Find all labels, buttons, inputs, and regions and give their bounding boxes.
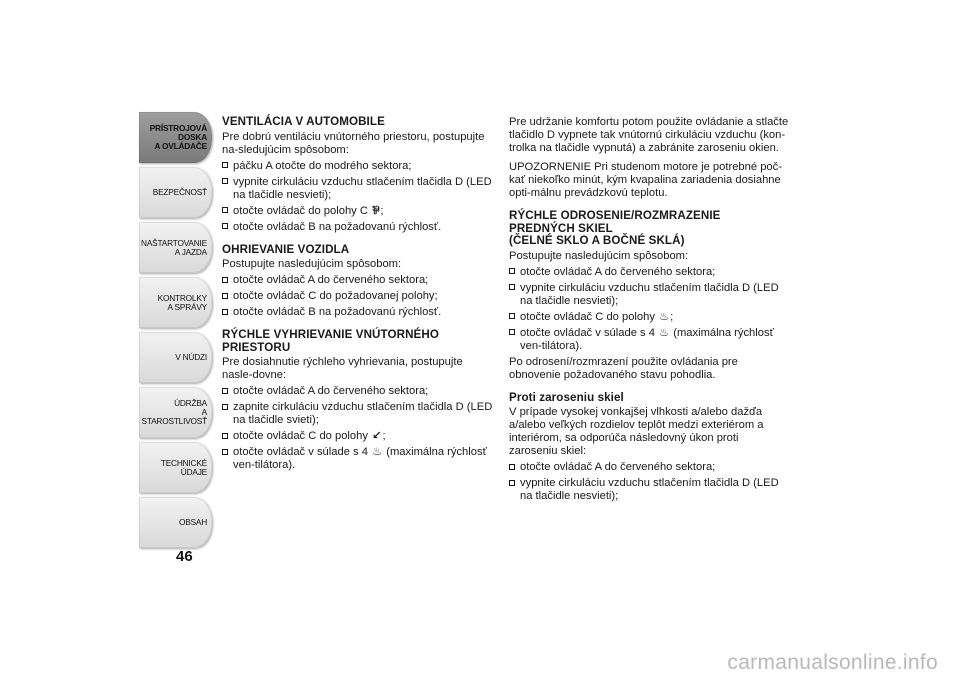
list-item	[509, 311, 789, 324]
list-item	[222, 430, 494, 443]
item-text: otočte ovládač v súlade s 4	[233, 446, 368, 458]
list-item: vypnite cirkuláciu vzduchu stlačením tlačidla D (LED na tlačidle nesvieti);	[509, 477, 789, 503]
paragraph: Po odrosení/rozmrazení použite ovládania pre obnovenie požadovaného stavu pohodlia.	[509, 355, 738, 381]
paragraph: Pre dosiahnutie rýchleho vyhrievania, postupujte nasle-dovne:	[222, 356, 463, 381]
item-text: ;	[382, 430, 386, 442]
vent-feet-icon: ↙	[372, 430, 382, 442]
list-item	[509, 327, 789, 353]
warning-paragraph: UPOZORNENIE Pri studenom motore je potrebné poč-kať niekoľko minút, kým kvapalina zariadenia dosiahne opti-málnu prevádzkovú teplotu.	[509, 161, 782, 199]
list-item: otočte ovládač A do červeného sektora;	[509, 266, 789, 279]
paragraph: Postupujte nasledujúcim spôsobom:	[222, 258, 402, 270]
tab-technicke-udaje[interactable]: TECHNICKÉ ÚDAJE	[139, 442, 212, 493]
item-text: ;	[380, 204, 384, 217]
defrost-icon: ♨	[659, 310, 670, 323]
section-rychle-vyhrievanie	[222, 329, 494, 472]
tab-pristrojova-doska[interactable]: PRÍSTROJOVÁ DOSKA A OVLÁDAČE	[139, 112, 212, 163]
list-item: otočte ovládač A do červeného sektora;	[222, 385, 494, 398]
item-text: otočte ovládač C do polohy	[520, 310, 655, 323]
paragraph: Pre udržanie komfortu potom použite ovládanie a stlačte tlačidlo D vypnete tak vnútornú cirkuláciu vzduchu (kon-trolka na tlačidle vypnutá) a zabránite zaroseniu okien.	[509, 116, 789, 154]
list-item: otočte ovládač B na požadovanú rýchlosť.	[222, 221, 494, 234]
section-title: OHRIEVANIE VOZIDLA	[222, 242, 350, 256]
list-item	[222, 205, 494, 218]
right-column	[509, 116, 789, 506]
item-text: otočte ovládač do polohy C	[233, 204, 368, 217]
section-ohrievanie	[222, 244, 494, 320]
left-column	[222, 116, 494, 475]
section-title: RÝCHLE VYHRIEVANIE VNÚTORNÉHO PRIESTORU	[222, 328, 439, 354]
tab-obsah[interactable]: OBSAH	[139, 497, 212, 548]
vent-face-icon: ⅌	[372, 204, 380, 217]
list-item	[222, 446, 494, 472]
item-text: (maximálna rýchlosť ven-tilátora).	[520, 326, 774, 352]
list-item: otočte ovládač C do požadovanej polohy;	[222, 290, 494, 303]
section-title: RÝCHLE ODROSENIE/ROZMRAZENIE PREDNÝCH SKIEL (ČELNÉ SKLO A BOČNÉ SKLÁ)	[509, 209, 721, 247]
tab-udrzba[interactable]: ÚDRŽBA A STAROSTLIVOSŤ	[139, 387, 212, 438]
tab-bezpecnost[interactable]: BEZPEČNOSŤ	[139, 167, 212, 218]
paragraph: Pre dobrú ventiláciu vnútorného priestoru, postupujte na-sledujúcim spôsobom:	[222, 130, 485, 156]
list-item: páčku A otočte do modrého sektora;	[222, 160, 494, 173]
list-item: zapnite cirkuláciu vzduchu stlačením tlačidla D (LED na tlačidle svieti);	[222, 401, 494, 427]
item-text: (maximálna rýchlosť ven-tilátora).	[233, 446, 487, 471]
section-ventilacia	[222, 116, 494, 234]
tab-nastartovanie[interactable]: NAŠTARTOVANIE A JAZDA	[139, 222, 212, 273]
item-text: otočte ovládač v súlade s 4	[520, 326, 655, 339]
watermark: carmanualsonline.info	[727, 651, 938, 674]
paragraph: Postupujte nasledujúcim spôsobom:	[509, 249, 689, 262]
list-item: vypnite cirkuláciu vzduchu stlačením tlačidla D (LED na tlačidle nesvieti);	[509, 282, 789, 308]
list-item: vypnite cirkuláciu vzduchu stlačením tlačidla D (LED na tlačidle nesvieti);	[222, 176, 494, 202]
tab-v-nudzi[interactable]: V NÚDZI	[139, 332, 212, 383]
section-title: Proti zaroseniu skiel	[509, 390, 624, 404]
list-item: otočte ovládač B na požadovanú rýchlosť.	[222, 306, 494, 319]
chapter-tabs	[139, 112, 212, 552]
tab-kontrolky[interactable]: KONTROLKY A SPRÁVY	[139, 277, 212, 328]
item-text: ;	[670, 310, 674, 323]
paragraph: V prípade vysokej vonkajšej vlhkosti a/alebo dažďa a/alebo veľkých rozdielov teplôt medzi exteriérom a interiérom, sa odporúča následovný úkon proti zaroseniu skiel:	[509, 406, 764, 457]
section-odrosenie	[509, 210, 789, 382]
fan-speed-icon: ♨	[372, 446, 383, 458]
list-item: otočte ovládač A do červeného sektora;	[509, 461, 789, 474]
section-proti-zaroseniu	[509, 392, 789, 504]
page-number: 46	[176, 548, 193, 565]
fan-speed-icon: ♨	[659, 326, 670, 339]
item-text: otočte ovládač C do polohy	[233, 430, 368, 442]
list-item: otočte ovládač A do červeného sektora;	[222, 274, 494, 287]
section-title: VENTILÁCIA V AUTOMOBILE	[222, 115, 385, 128]
